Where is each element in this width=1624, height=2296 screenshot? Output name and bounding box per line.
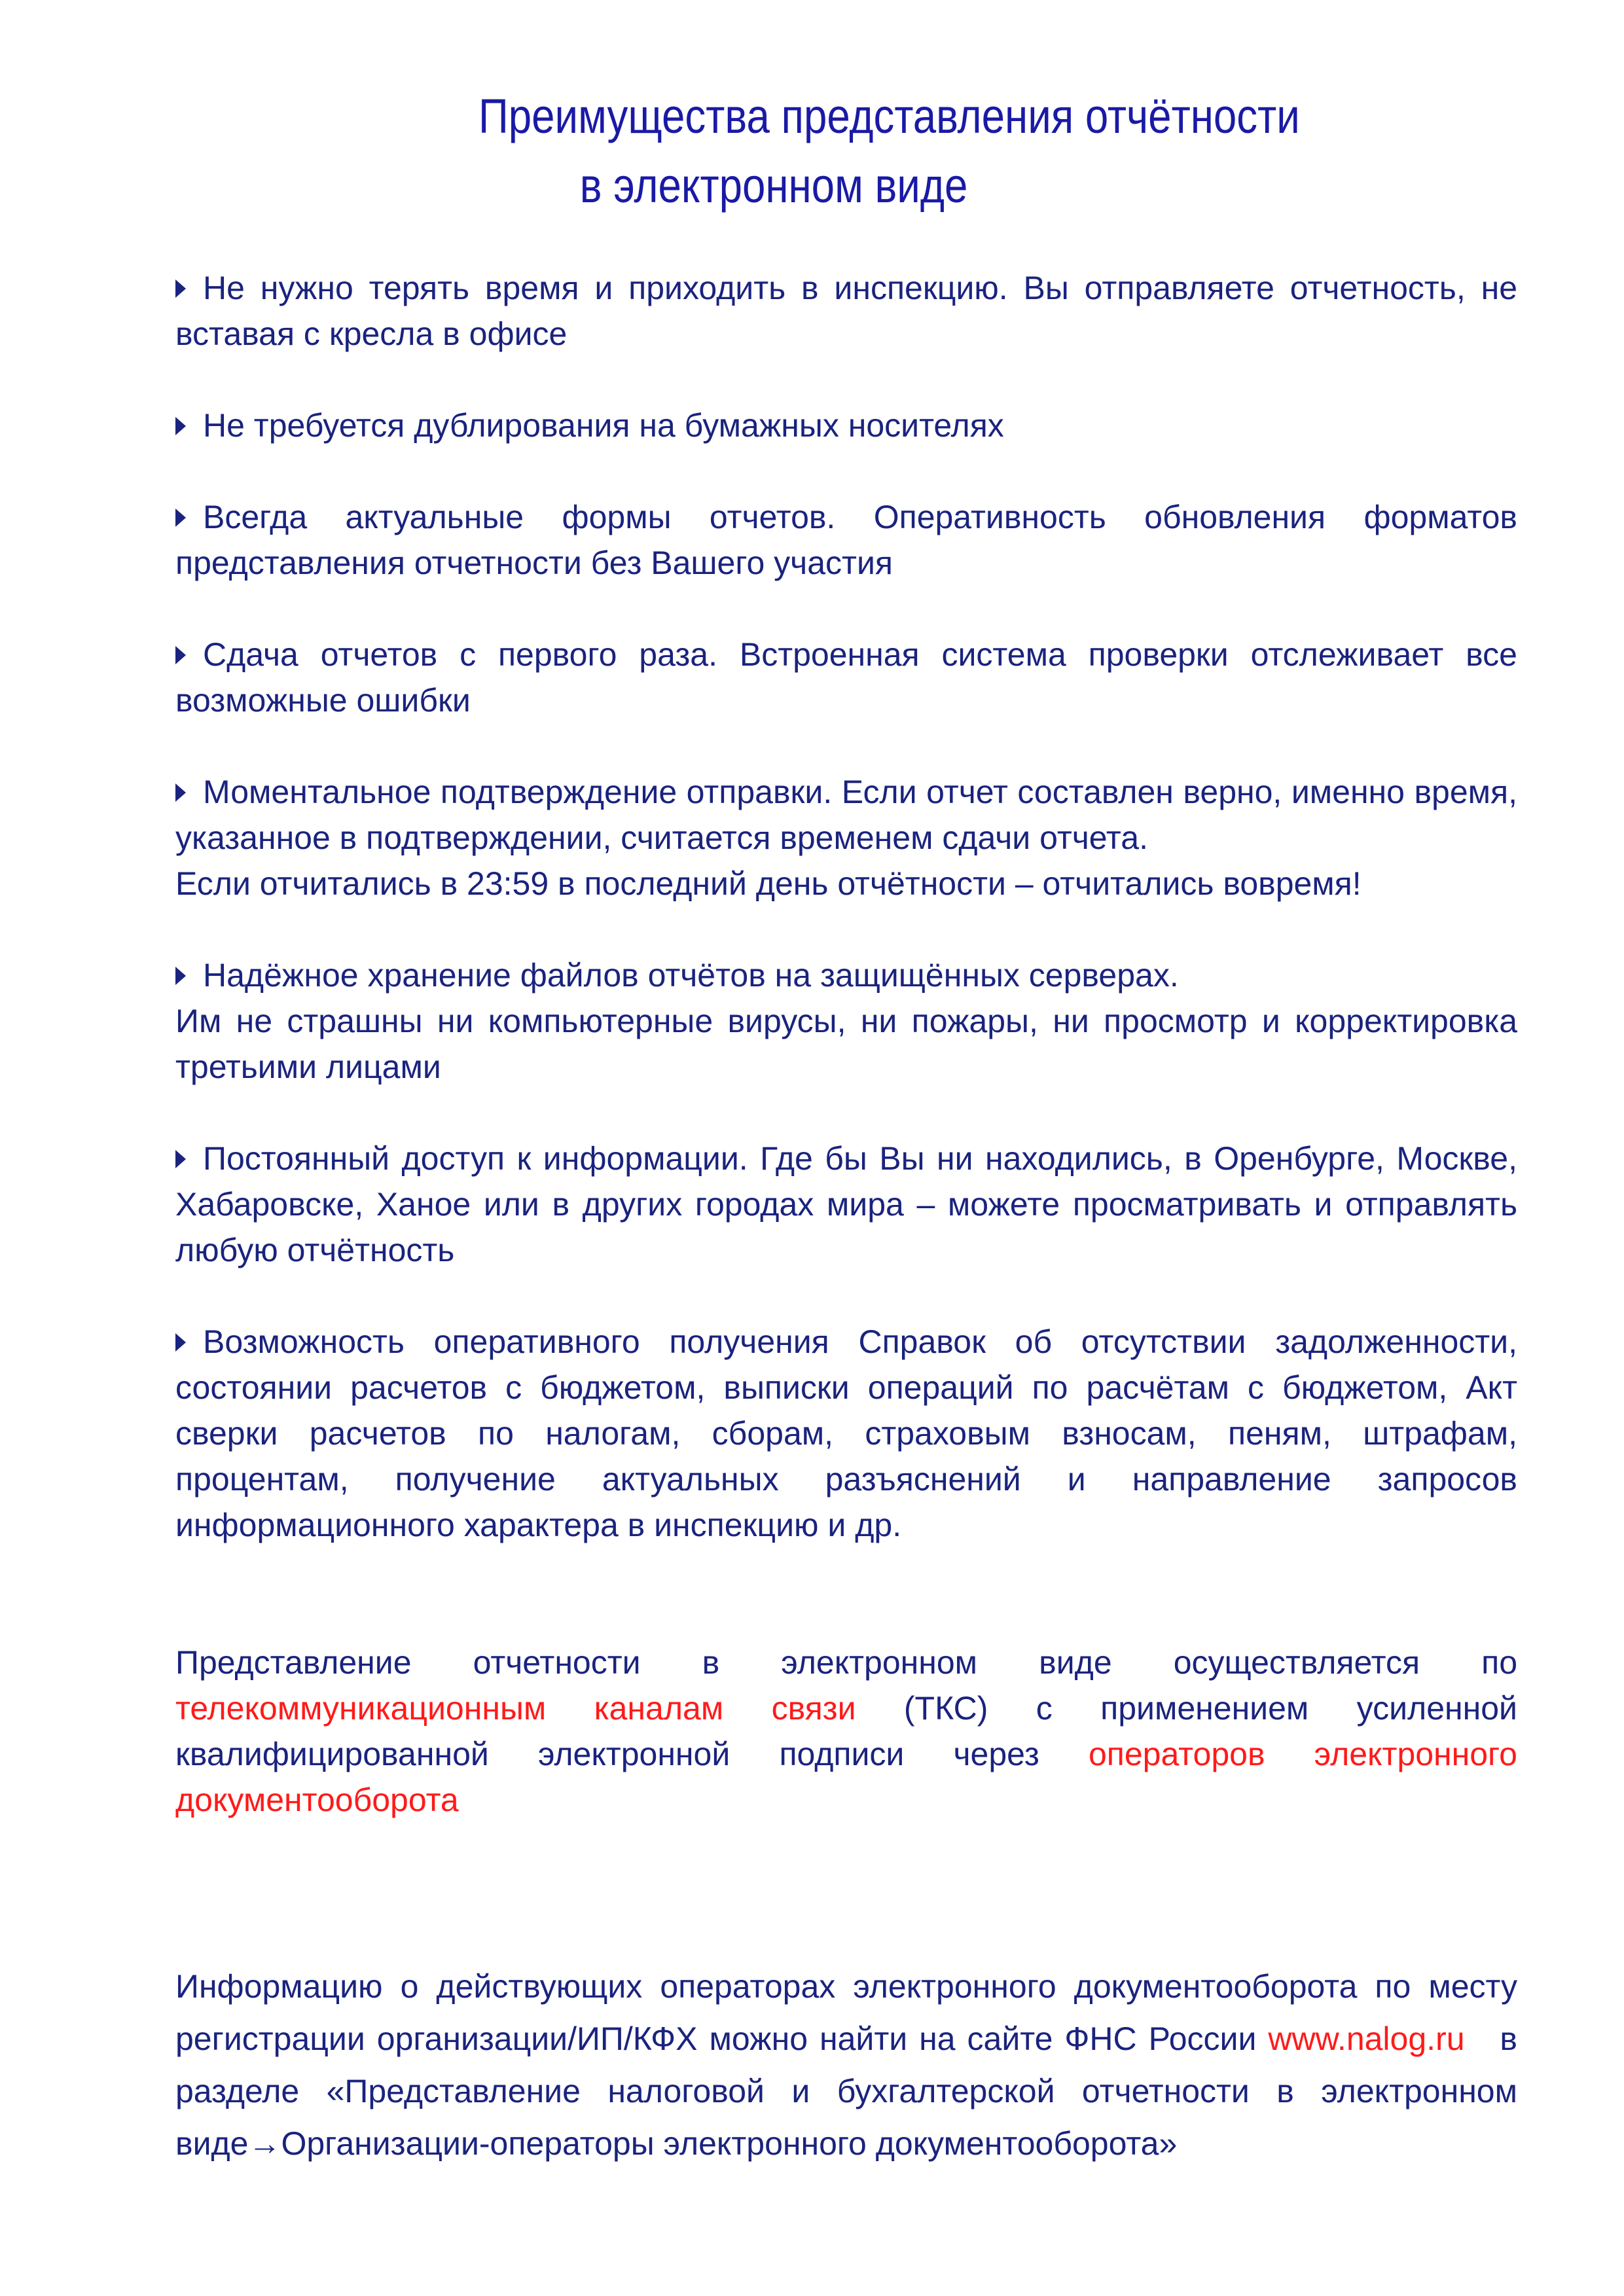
bullet-text-4: Сдача отчетов с первого раза. Встроенная система проверки отслеживает все возможные ошибки	[175, 636, 1517, 719]
title-line-2: в электронном виде	[579, 158, 968, 213]
bullet-text-2: Не требуется дублирования на бумажных носителях	[203, 407, 1004, 444]
info-paragraph	[175, 1960, 1526, 2170]
title-line-1: Преимущества представления отчётности	[478, 89, 1300, 143]
triangle-right-icon	[175, 1333, 186, 1352]
info-paragraph-part1: Информацию о действующих операторах электронного документооборота по месту регистрации организации/ИП/КФХ можно найти на сайте ФНС России	[175, 1968, 1517, 2057]
bullet-item-1	[175, 265, 1517, 357]
triangle-right-icon	[175, 646, 186, 664]
bullet-item-2	[175, 403, 1517, 448]
bullet-item-4	[175, 632, 1517, 723]
triangle-right-icon	[175, 509, 186, 527]
bullet-item-7	[175, 1136, 1517, 1273]
tks-paragraph-part2: (ТКС) с применением усиленной квалифицированной электронной подписи через	[175, 1690, 1517, 1772]
tks-paragraph	[175, 1640, 1517, 1823]
bullet-text-1: Не нужно терять время и приходить в инспекцию. Вы отправляете отчетность, не вставая с кресла в офисе	[175, 270, 1517, 352]
bullet-text-5: Моментальное подтверждение отправки. Если отчет составлен верно, именно время, указанное в подтверждении, считается временем сдачи отчета.	[175, 774, 1517, 856]
bullet-item-8	[175, 1319, 1517, 1548]
info-paragraph-part2: в разделе «Представление налоговой и бухгалтерской отчетности в электронном виде→Организации-операторы электронного документооборота»	[175, 2020, 1526, 2162]
triangle-right-icon	[175, 1150, 186, 1168]
triangle-right-icon	[175, 783, 186, 802]
bullet-text-6: Надёжное хранение файлов отчётов на защищённых серверах.	[203, 957, 1179, 994]
bullet-item-3	[175, 494, 1517, 586]
tks-link[interactable]: телекоммуникационным каналам связи	[175, 1690, 856, 1727]
bullet-text-6-extra: Им не страшны ни компьютерные вирусы, ни пожары, ни просмотр и корректировка третьими лицами	[175, 1003, 1517, 1085]
bullet-text-5-extra: Если отчитались в 23:59 в последний день отчётности – отчитались вовремя!	[175, 865, 1362, 902]
main-content	[175, 265, 1526, 2170]
triangle-right-icon	[175, 967, 186, 985]
triangle-right-icon	[175, 417, 186, 435]
nalog-link[interactable]: www.nalog.ru	[1268, 2020, 1465, 2057]
bullet-text-3: Всегда актуальные формы отчетов. Оперативность обновления форматов представления отчетности без Вашего участия	[175, 499, 1517, 581]
bullet-item-6	[175, 952, 1517, 1090]
edo-operators-link[interactable]: операторов электронного документооборота	[175, 1736, 1517, 1818]
bullet-text-8: Возможность оперативного получения Справок об отсутствии задолженности, состоянии расчетов с бюджетом, выписки операций по расчётам с бюджетом, Акт сверки расчетов по налогам, сборам, страховым взносам, пеням, штрафам, процентам, получение актуальных разъяснений и направление запросов информационного характера в инспекцию и др.	[175, 1323, 1517, 1543]
bullet-text-7: Постоянный доступ к информации. Где бы Вы ни находились, в Оренбурге, Москве, Хабаровске, Ханое или в других городах мира – можете просматривать и отправлять любую отчётность	[175, 1140, 1517, 1268]
bullet-item-5	[175, 769, 1517, 906]
tks-paragraph-part1: Представление отчетности в электронном виде осуществляется по	[175, 1644, 1517, 1681]
triangle-right-icon	[175, 279, 186, 298]
